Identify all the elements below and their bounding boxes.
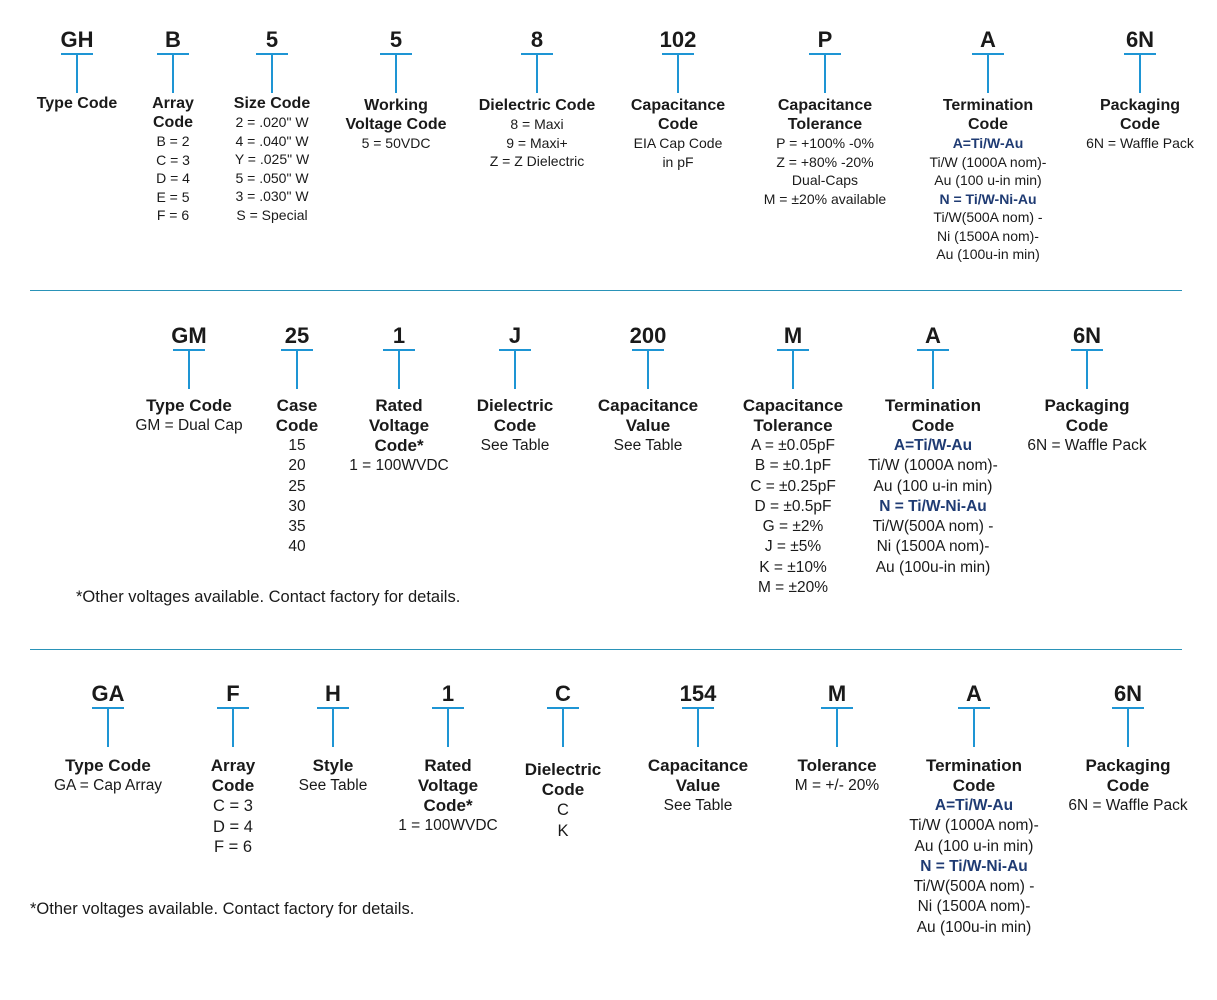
- part-number-section-gm: [0, 290, 1217, 650]
- field-title: Rated: [375, 396, 423, 415]
- field-title: Termination: [942, 97, 1034, 114]
- termination-option-heading: A=Ti/W-Au: [934, 797, 1014, 814]
- footnote-voltages-gm: *Other voltages available. Contact factory for details.: [76, 588, 461, 606]
- field-value: 5 = 50VDC: [361, 135, 431, 151]
- field-title: Code: [541, 780, 585, 799]
- connector-stem: [107, 707, 109, 747]
- field-title: Type Code: [36, 95, 118, 112]
- field-value: See Table: [298, 777, 368, 794]
- field-value: 9 = Maxi+: [506, 134, 568, 151]
- field-title: Value: [625, 416, 671, 435]
- field-title: Dielectric: [524, 760, 602, 779]
- connector-stem: [172, 53, 174, 93]
- connector-tee: [593, 52, 763, 96]
- connector-stem: [188, 349, 190, 389]
- field-title: Code*: [423, 796, 473, 815]
- field-value: See Table: [663, 797, 733, 814]
- field-packaging-code: [1055, 28, 1217, 153]
- field-title: Type Code: [65, 756, 151, 775]
- field-value: 2 = .020" W: [235, 114, 309, 130]
- code-letter: 102: [659, 27, 697, 52]
- field-value: Ti/W (1000A nom)-: [868, 457, 998, 475]
- field-termination-code: [848, 324, 1018, 578]
- code-letter: M: [783, 323, 803, 348]
- field-title: Capacitance: [630, 97, 726, 114]
- field-value: 35: [288, 518, 306, 536]
- termination-option-heading: N = Ti/W-Ni-Au: [920, 857, 1028, 875]
- connector-stem: [332, 707, 334, 747]
- field-value: Ti/W(500A nom) -: [872, 518, 994, 536]
- field-value: 25: [288, 477, 306, 495]
- field-title: Capacitance: [742, 396, 844, 415]
- code-letter: GH: [60, 27, 94, 52]
- connector-tee: [740, 52, 910, 96]
- field-title: Style: [312, 756, 354, 775]
- code-letter: A: [980, 27, 996, 52]
- code-letter: 6N: [1125, 27, 1155, 52]
- connector-stem: [296, 349, 298, 389]
- field-title: Rated: [424, 756, 472, 775]
- field-title: Type Code: [146, 396, 232, 415]
- field-title: Voltage Code: [345, 116, 447, 133]
- code-letter: A: [925, 323, 941, 348]
- field-value: Au (100 u-in min): [914, 837, 1034, 855]
- field-title: Array: [152, 95, 194, 112]
- termination-option-heading: A=Ti/W-Au: [893, 437, 973, 454]
- field-title: Code: [658, 116, 698, 133]
- field-value: See Table: [613, 437, 683, 454]
- connector-stem: [447, 707, 449, 747]
- field-title: Voltage: [368, 416, 430, 435]
- code-letter: 5: [389, 27, 403, 52]
- code-letter: H: [325, 681, 341, 706]
- connector-stem: [1127, 707, 1129, 747]
- field-title: Tolerance: [753, 416, 833, 435]
- field-title: Code: [153, 114, 193, 131]
- field-value: 15: [288, 437, 306, 454]
- connector-stem: [647, 349, 649, 389]
- field-value: Ni (1500A nom)-: [876, 538, 990, 556]
- field-value: 6N = Waffle Pack: [1068, 797, 1188, 814]
- field-value: GA = Cap Array: [53, 777, 163, 794]
- connector-stem: [536, 53, 538, 93]
- connector-stem: [76, 53, 78, 93]
- termination-option-heading: N = Ti/W-Ni-Au: [879, 497, 987, 515]
- field-value: 5 = .050" W: [235, 169, 309, 186]
- field-value: D = ±0.5pF: [754, 497, 832, 515]
- connector-stem: [677, 53, 679, 93]
- field-value: F = 6: [156, 207, 190, 223]
- field-packaging-code: [1002, 324, 1172, 456]
- field-title: Code*: [374, 436, 424, 455]
- connector-stem: [932, 349, 934, 389]
- field-value: Ni (1500A nom)-: [937, 227, 1039, 244]
- field-value: Z = +80% -20%: [776, 153, 874, 170]
- field-value: J = ±5%: [764, 538, 822, 556]
- field-value: 6N = Waffle Pack: [1027, 437, 1147, 454]
- field-value: 30: [288, 497, 306, 515]
- field-title: Code: [1065, 416, 1109, 435]
- field-value: Au (100 u-in min): [873, 477, 993, 495]
- termination-option-heading: A=Ti/W-Au: [952, 135, 1024, 151]
- field-title: Capacitance: [647, 756, 749, 775]
- field-value: F = 6: [213, 838, 253, 856]
- field-title: Code: [493, 416, 537, 435]
- code-letter: 6N: [1072, 323, 1102, 348]
- code-letter: B: [165, 27, 181, 52]
- field-value: C = 3: [213, 797, 253, 815]
- connector-tee: [889, 706, 1059, 750]
- field-value: Ti/W (1000A nom)-: [929, 153, 1047, 170]
- code-letter: C: [555, 681, 571, 706]
- field-title: Array: [210, 756, 256, 775]
- field-title: Code: [911, 416, 955, 435]
- field-value: Au (100u-in min): [875, 558, 991, 576]
- connector-tee: [1043, 706, 1213, 750]
- connector-stem: [973, 707, 975, 747]
- field-value: G = ±2%: [762, 518, 824, 536]
- connector-stem: [697, 707, 699, 747]
- field-value: M = ±20%: [757, 579, 829, 597]
- field-capacitance-code: [593, 28, 763, 171]
- field-title: Working: [364, 97, 428, 114]
- code-letter: 8: [530, 27, 544, 52]
- field-value: A = ±0.05pF: [751, 437, 835, 454]
- field-value: EIA Cap Code: [633, 135, 723, 151]
- field-value: K = ±10%: [759, 558, 827, 576]
- connector-stem: [271, 53, 273, 93]
- code-letter: A: [966, 681, 982, 706]
- field-title: Code: [1120, 116, 1160, 133]
- field-value: C: [557, 801, 569, 819]
- code-letter: 200: [629, 323, 667, 348]
- field-value: See Table: [480, 437, 550, 454]
- field-title: Voltage: [417, 776, 479, 795]
- connector-stem: [824, 53, 826, 93]
- field-title: Capacitance: [777, 97, 873, 114]
- field-value: B = 2: [156, 133, 190, 149]
- field-title: Code: [968, 116, 1008, 133]
- field-value: M = ±20% available: [763, 190, 887, 207]
- code-letter: M: [827, 681, 847, 706]
- footnote-voltages-ga: *Other voltages available. Contact factory for details.: [30, 900, 415, 918]
- field-value: M = +/- 20%: [794, 777, 880, 794]
- field-value: Ni (1500A nom)-: [917, 898, 1031, 916]
- connector-stem: [836, 707, 838, 747]
- field-title: Packaging: [1085, 756, 1171, 775]
- field-value: 3 = .030" W: [235, 188, 309, 204]
- field-packaging-code: [1043, 682, 1213, 816]
- field-title: Dielectric: [476, 396, 554, 415]
- code-letter: 6N: [1113, 681, 1143, 706]
- field-title: Tolerance: [787, 116, 863, 133]
- connector-stem: [514, 349, 516, 389]
- field-value: Ti/W(500A nom) -: [933, 209, 1043, 225]
- field-value: Au (100u-in min): [936, 246, 1040, 262]
- connector-stem: [1139, 53, 1141, 93]
- field-value: C = ±0.25pF: [750, 477, 836, 495]
- field-title: Code: [275, 416, 319, 435]
- field-value: 1 = 100WVDC: [349, 457, 449, 474]
- field-value: E = 5: [156, 188, 190, 205]
- field-title: Tolerance: [797, 756, 877, 775]
- code-letter: 1: [392, 323, 406, 348]
- field-value: Dual-Caps: [791, 172, 859, 188]
- field-value: 1 = 100WVDC: [398, 817, 498, 834]
- field-termination-code: [903, 28, 1073, 264]
- field-title: Size Code: [233, 95, 311, 112]
- field-value: D = 4: [213, 817, 253, 836]
- code-letter: GA: [91, 681, 125, 706]
- code-letter: 5: [265, 27, 279, 52]
- field-title: Code: [952, 776, 996, 795]
- field-value: Ti/W (1000A nom)-: [909, 817, 1039, 835]
- field-value: 20: [288, 457, 306, 475]
- field-value: GM = Dual Cap: [135, 417, 243, 434]
- field-title: Dielectric Code: [478, 97, 596, 114]
- field-value: in pF: [662, 153, 694, 170]
- part-number-section-ga: [0, 650, 1217, 1000]
- connector-tee: [1055, 52, 1217, 96]
- connector-tee: [848, 348, 1018, 392]
- field-value: 4 = .040" W: [235, 132, 309, 149]
- connector-stem: [1086, 349, 1088, 389]
- connector-tee: [903, 52, 1073, 96]
- field-value: 8 = Maxi: [510, 116, 564, 132]
- field-value: Au (100 u-in min): [934, 172, 1042, 188]
- field-termination-code: [889, 682, 1059, 938]
- field-title: Case: [276, 396, 318, 415]
- connector-stem: [987, 53, 989, 93]
- field-title: Packaging: [1099, 97, 1181, 114]
- field-title: Termination: [925, 756, 1023, 775]
- code-letter: 25: [284, 323, 310, 348]
- field-title: Value: [675, 776, 721, 795]
- connector-stem: [395, 53, 397, 93]
- field-value: D = 4: [156, 170, 190, 186]
- field-value: B = ±0.1pF: [754, 457, 832, 475]
- connector-stem: [398, 349, 400, 389]
- field-title: Code: [1106, 776, 1150, 795]
- connector-stem: [232, 707, 234, 747]
- field-value: 6N = Waffle Pack: [1086, 135, 1194, 151]
- code-letter: P: [817, 27, 833, 52]
- field-title: Packaging: [1044, 396, 1130, 415]
- code-letter: GM: [171, 323, 207, 348]
- field-value: P = +100% -0%: [776, 135, 874, 151]
- field-title: Capacitance: [597, 396, 699, 415]
- connector-tee: [1002, 348, 1172, 392]
- field-title: Termination: [884, 396, 982, 415]
- field-value: 40: [288, 538, 306, 556]
- field-value: Ti/W(500A nom) -: [913, 878, 1035, 896]
- field-value: S = Special: [236, 206, 308, 223]
- field-title: Code: [211, 776, 255, 795]
- connector-stem: [562, 707, 564, 747]
- termination-option-heading: N = Ti/W-Ni-Au: [939, 190, 1037, 207]
- code-letter: 154: [679, 681, 717, 706]
- field-capacitance-tolerance: [740, 28, 910, 208]
- connector-stem: [792, 349, 794, 389]
- field-value: K: [557, 821, 569, 840]
- part-number-section-gh: [0, 0, 1217, 290]
- field-value: C = 3: [156, 151, 190, 168]
- field-value: Au (100u-in min): [916, 918, 1032, 936]
- field-value: Y = .025" W: [234, 151, 310, 167]
- code-letter: F: [226, 681, 240, 706]
- code-letter: J: [508, 323, 522, 348]
- field-value: Z = Z Dielectric: [489, 153, 585, 169]
- code-letter: 1: [441, 681, 455, 706]
